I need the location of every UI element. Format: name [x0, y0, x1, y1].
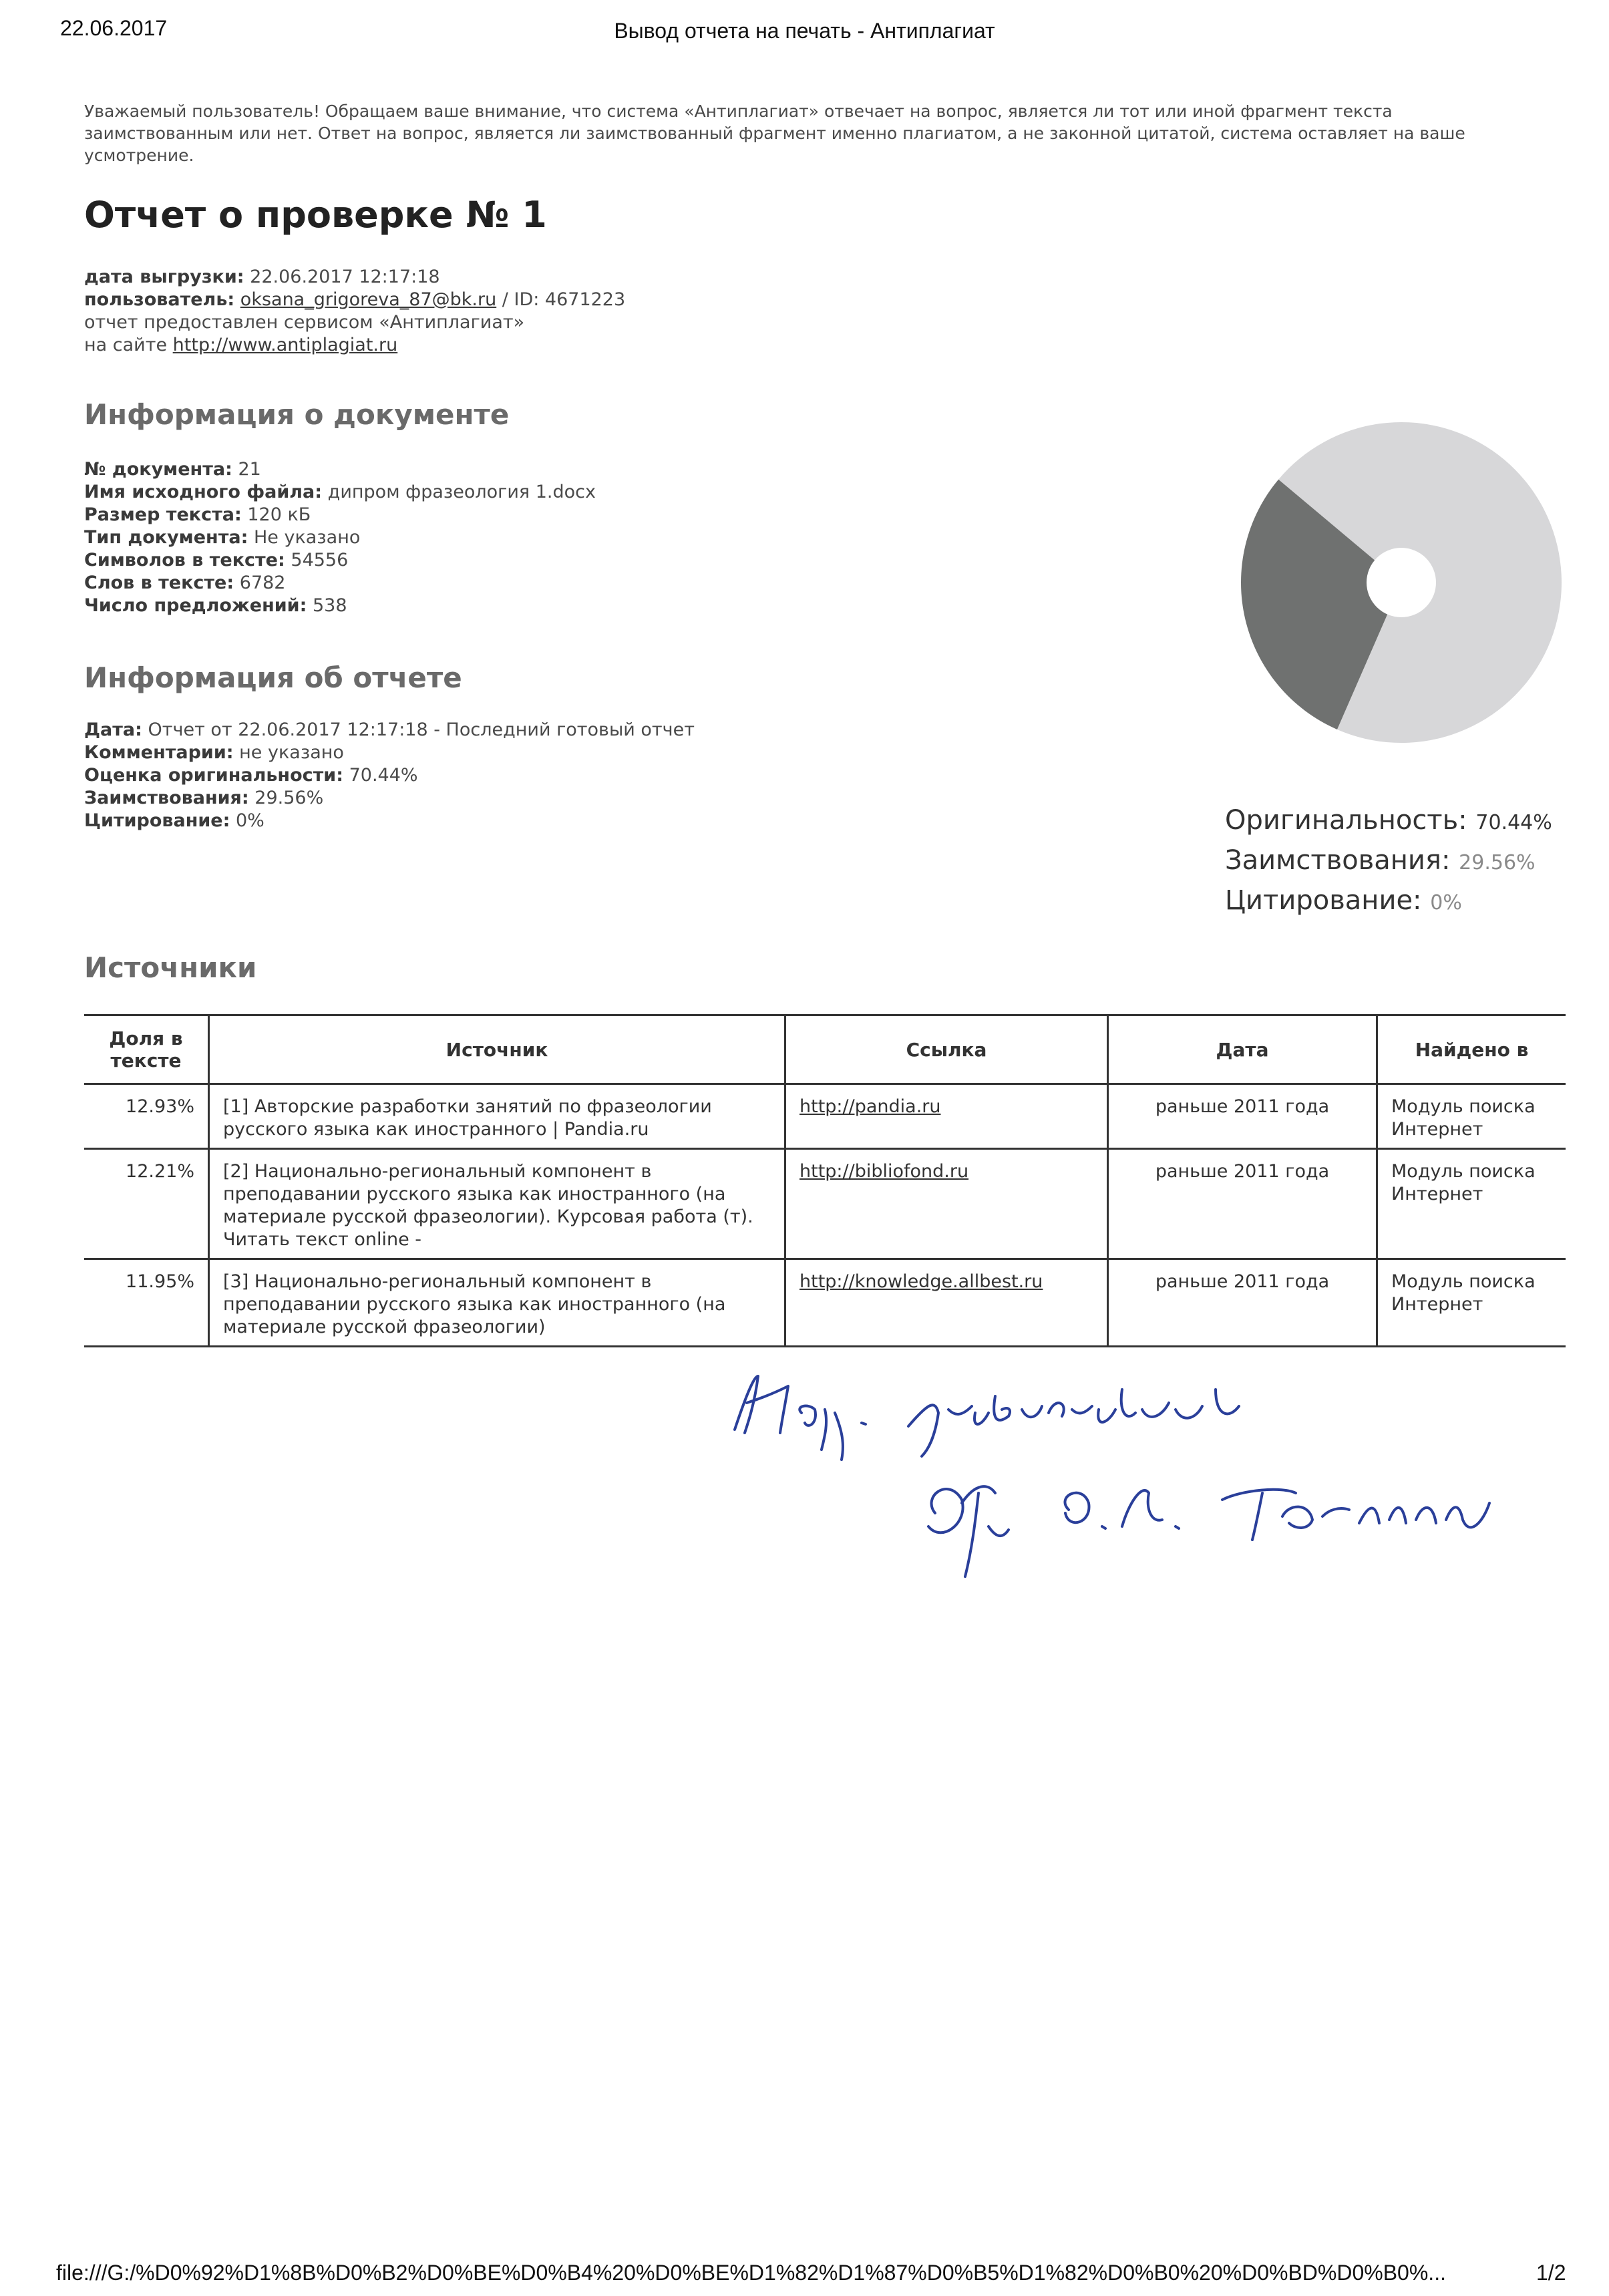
field-value: 70.44% [349, 765, 418, 786]
site-link[interactable]: http://www.antiplagiat.ru [172, 335, 398, 355]
cell-share: 11.95% [84, 1259, 209, 1347]
cell-link [785, 1259, 1108, 1347]
col-header-source: Источник [209, 1015, 785, 1084]
field-label: Имя исходного файла: [84, 482, 323, 502]
cell-link [785, 1149, 1108, 1259]
print-title: Вывод отчета на печать - Антиплагиат [614, 19, 995, 43]
print-footer [0, 2251, 1609, 2291]
cell-share: 12.21% [84, 1149, 209, 1259]
field-value: 538 [312, 595, 347, 616]
legend-originality [1225, 802, 1552, 842]
footer-page-number: 1/2 [1536, 2261, 1566, 2285]
field-label: № документа: [84, 459, 232, 480]
col-header-date: Дата [1108, 1015, 1377, 1084]
user-email-link[interactable]: oksana_grigoreva_87@bk.ru [240, 289, 497, 310]
col-header-share: Доля в тексте [84, 1015, 209, 1084]
table-row [84, 1149, 1566, 1259]
field-value: 6782 [239, 572, 286, 593]
doc-field [84, 595, 596, 617]
col-header-link: Ссылка [785, 1015, 1108, 1084]
pie-svg [1234, 401, 1568, 765]
cell-share: 12.93% [84, 1084, 209, 1149]
export-date-value: 22.06.2017 12:17:18 [250, 267, 440, 287]
report-info-title: Информация об отчете [84, 661, 462, 694]
doc-field [84, 549, 596, 572]
legend-value: 70.44% [1475, 811, 1552, 834]
cell-date: раньше 2011 года [1108, 1259, 1377, 1347]
field-value: Не указано [253, 527, 361, 548]
field-label: Размер текста: [84, 504, 242, 525]
legend-citation [1225, 882, 1552, 922]
cell-source: [3] Национально-региональный компонент в преподавании русского языка как иностранного (на материале русской фразеологии) [209, 1259, 785, 1347]
report-field [84, 810, 695, 832]
handwritten-signature [708, 1349, 1590, 1603]
legend-label: Цитирование: [1225, 885, 1422, 916]
cell-found: Модуль поиска Интернет [1377, 1259, 1566, 1347]
field-value: не указано [239, 742, 344, 763]
field-label: Символов в тексте: [84, 550, 285, 570]
print-header [0, 0, 1609, 73]
source-link[interactable]: http://bibliofond.ru [799, 1161, 969, 1182]
source-link[interactable]: http://pandia.ru [799, 1096, 941, 1117]
field-label: Число предложений: [84, 595, 307, 616]
signature-svg [708, 1349, 1590, 1603]
legend-value: 0% [1430, 891, 1462, 915]
legend-label: Оригинальность: [1225, 805, 1467, 836]
field-label: Заимствования: [84, 788, 249, 808]
originality-pie-chart [1234, 401, 1568, 765]
field-value: дипром фразеология 1.docx [327, 482, 596, 502]
cell-date: раньше 2011 года [1108, 1149, 1377, 1259]
cell-found: Модуль поиска Интернет [1377, 1149, 1566, 1259]
cell-date: раньше 2011 года [1108, 1084, 1377, 1149]
sources-table [84, 1014, 1566, 1347]
report-field [84, 719, 695, 742]
doc-field [84, 572, 596, 595]
doc-info-title: Информация о документе [84, 398, 510, 431]
field-label: Оценка оригинальности: [84, 765, 343, 786]
report-meta [84, 266, 625, 357]
field-label: Комментарии: [84, 742, 234, 763]
legend-borrowings [1225, 842, 1552, 882]
table-header-row [84, 1015, 1566, 1084]
export-date-label: дата выгрузки: [84, 267, 244, 287]
export-date-line [84, 266, 625, 289]
report-title: Отчет о проверке № 1 [84, 194, 547, 236]
report-field [84, 742, 695, 764]
provided-by: отчет предоставлен сервисом «Антиплагиат» [84, 312, 525, 333]
cell-source: [2] Национально-региональный компонент в преподавании русского языка как иностранного (на материале русской фразеологии). Курсовая работа (т). Читать текст online - [209, 1149, 785, 1259]
cell-source: [1] Авторские разработки занятий по фразеологии русского языка как иностранного | Pandia.ru [209, 1084, 785, 1149]
report-field [84, 764, 695, 787]
user-label: пользователь: [84, 289, 235, 310]
field-value: 21 [238, 459, 261, 480]
doc-field [84, 458, 596, 481]
field-value: 29.56% [254, 788, 324, 808]
field-value: Отчет от 22.06.2017 12:17:18 - Последний готовый отчет [148, 719, 695, 740]
table-row [84, 1084, 1566, 1149]
field-value: 0% [236, 810, 264, 831]
report-field [84, 787, 695, 810]
doc-field [84, 504, 596, 526]
user-line [84, 289, 625, 311]
doc-field [84, 526, 596, 549]
field-label: Цитирование: [84, 810, 230, 831]
pie-donut-hole [1367, 548, 1436, 617]
site-prefix: на сайте [84, 335, 168, 355]
disclaimer-notice: Уважаемый пользователь! Обращаем ваше внимание, что система «Антиплагиат» отвечает на вопрос, является ли тот или иной фрагмент текста заимствованным или нет. Ответ на вопрос, является ли заимствованный фрагмент именно плагиатом, а не законной цитатой, система оставляет на ваше усмотрение. [84, 102, 1465, 165]
legend-label: Заимствования: [1225, 845, 1451, 876]
table-row [84, 1259, 1566, 1347]
col-header-found: Найдено в [1377, 1015, 1566, 1084]
field-value: 120 кБ [247, 504, 311, 525]
doc-info-fields [84, 458, 596, 617]
field-label: Дата: [84, 719, 142, 740]
cell-link [785, 1084, 1108, 1149]
footer-url: file:///G:/%D0%92%D1%8B%D0%B2%D0%BE%D0%B4%20%D0%BE%D1%82%D1%87%D0%B5%D1%82%D0%B0%20%D0%BD%D0%B0%... [56, 2261, 1446, 2285]
legend-value: 29.56% [1459, 851, 1536, 874]
report-info-fields [84, 719, 695, 832]
pie-legend [1225, 802, 1552, 922]
field-value: 54556 [291, 550, 349, 570]
field-label: Тип документа: [84, 527, 248, 548]
sources-title: Источники [84, 951, 257, 984]
site-line [84, 334, 625, 357]
source-link[interactable]: http://knowledge.allbest.ru [799, 1271, 1043, 1292]
field-label: Слов в тексте: [84, 572, 234, 593]
doc-field [84, 481, 596, 504]
user-id: / ID: 4671223 [502, 289, 626, 310]
cell-found: Модуль поиска Интернет [1377, 1084, 1566, 1149]
print-date: 22.06.2017 [60, 16, 168, 40]
